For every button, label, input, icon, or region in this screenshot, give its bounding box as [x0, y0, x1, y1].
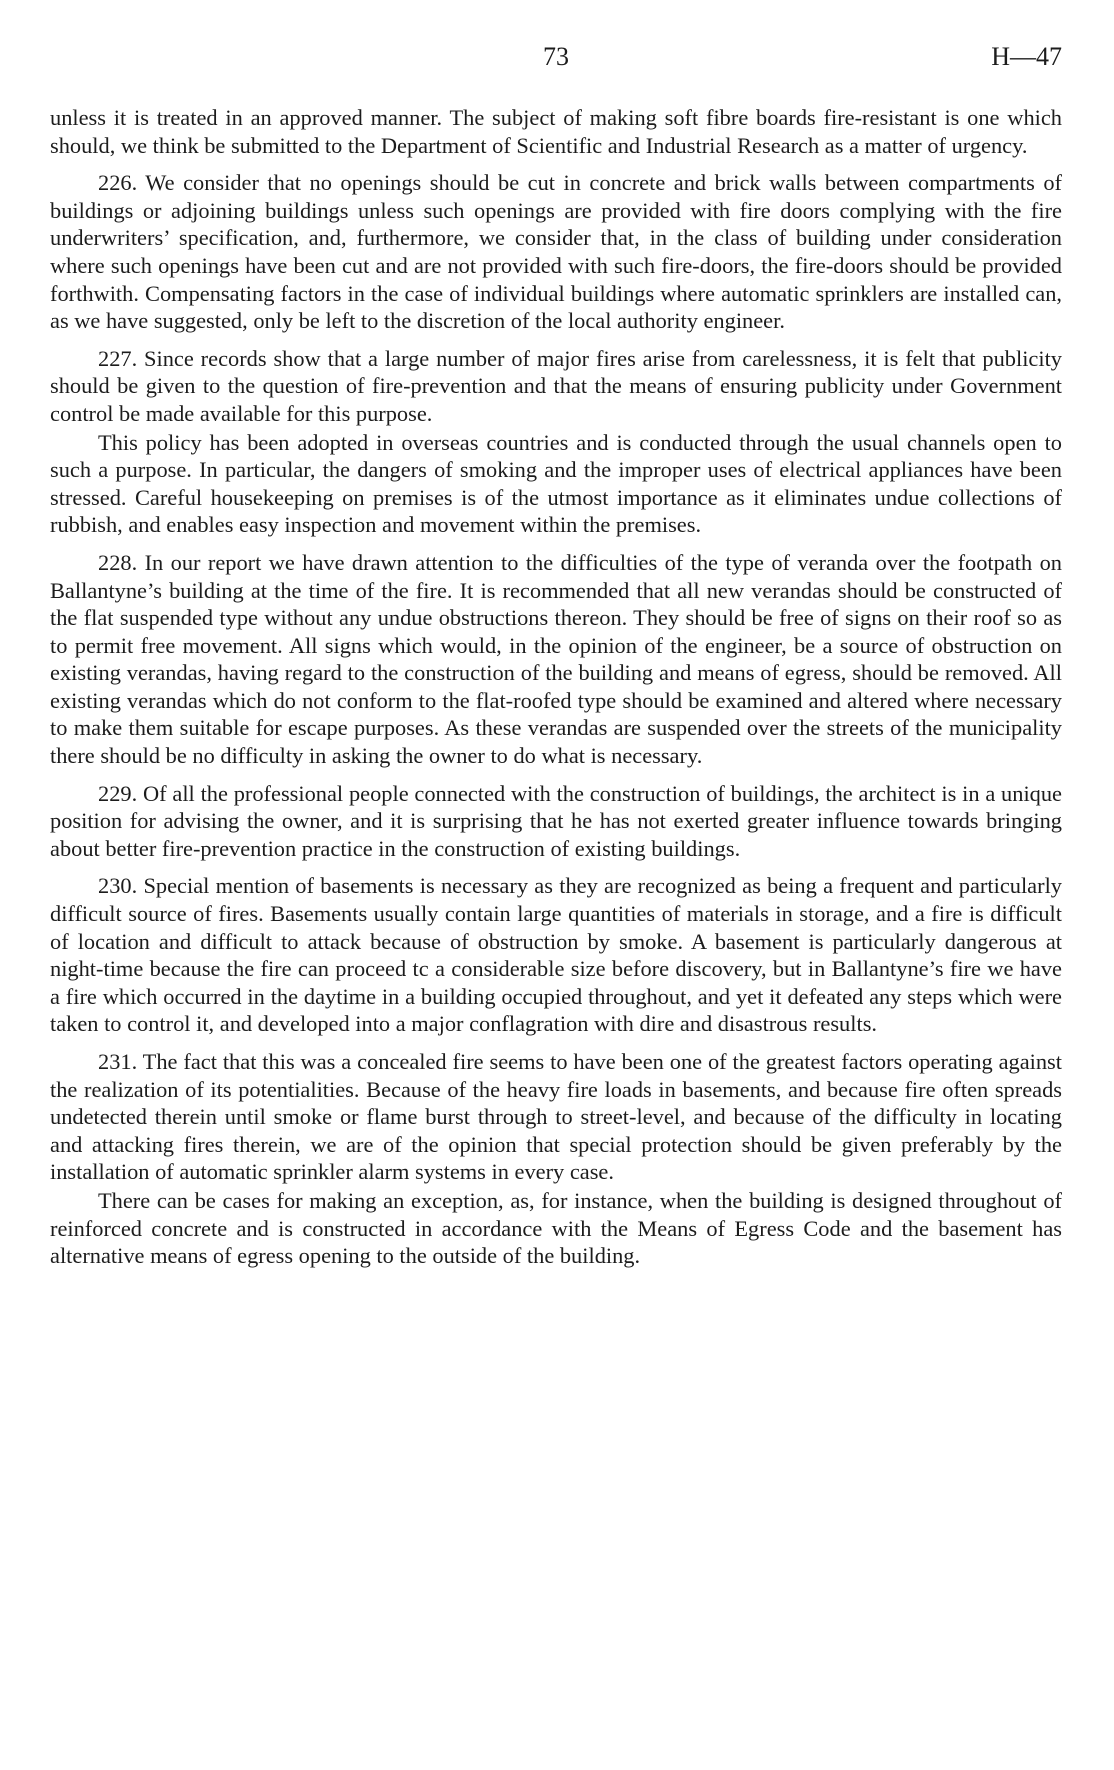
paragraph-226: 226. We consider that no openings should be cut in concrete and brick walls between compartments of buildings or adjoining buildings unless such openings are provided with fire doors complying with the fire underwriters’ specification, and, furthermore, we consider that, in the class of building under consideration where such openings have been cut and are not provided with such fire-doors, the fire-doors should be provided forthwith. Compensating factors in the case of individual buildings where automatic sprinklers are installed can, as we have suggested, only be left to the discretion of the local authority engineer.	[50, 170, 1062, 334]
paragraph-228: 228. In our report we have drawn attention to the difficulties of the type of veranda over the footpath on Ballantyne’s building at the time of the fire. It is recommended that all new verandas should be constructed of the flat suspended type without any undue obstructions thereon. They should be free of signs on their roof so as to permit free movement. All signs which would, in the opinion of the engineer, be a source of obstruction on existing verandas, having regard to the construction of the building and means of egress, should be removed. All existing verandas which do not conform to the flat-roofed type should be examined and altered where necessary to make them suitable for escape purposes. As these verandas are suspended over the streets of the municipality there should be no difficulty in asking the owner to do what is necessary.	[50, 549, 1062, 769]
document-page	[50, 40, 1062, 1280]
paragraph-231-continued: There can be cases for making an exception, as, for instance, when the building is designed throughout of reinforced concrete and is constructed in accordance with the Means of Egress Code and the basement has alternative means of egress opening to the outside of the building.	[50, 1187, 1062, 1269]
paragraph-229: 229. Of all the professional people connected with the construction of buildings, the architect is in a unique position for advising the owner, and it is surprising that he has not exerted greater influence towards bringing about better fire-prevention practice in the construction of existing buildings.	[50, 780, 1062, 861]
paragraph-231: 231. The fact that this was a concealed fire seems to have been one of the greatest factors operating against the realization of its potentialities. Because of the heavy fire loads in basements, and because fire often spreads undetected therein until smoke or flame burst through to street-level, and because of the difficulty in locating and attacking fires therein, we are of the opinion that special protection should be given preferably by the installation of automatic sprinkler alarm systems in every case.	[50, 1049, 1062, 1185]
paragraph-227: 227. Since records show that a large number of major fires arise from carelessness, it is felt that publicity should be given to the question of fire-prevention and that the means of ensuring publicity under Government control be made available for this purpose.	[50, 345, 1062, 426]
paragraph-230: 230. Special mention of basements is necessary as they are recognized as being a frequent and particularly difficult source of fires. Basements usually contain large quantities of materials in storage, and a fire is difficult of location and difficult to attack because of obstruction by smoke. A basement is particularly dangerous at night-time because the fire can proceed tc a considerable size before discovery, but in Ballantyne’s fire we have a fire which occurred in the daytime in a building occupied throughout, and yet it defeated any steps which were taken to control it, and developed into a major conflagration with dire and disastrous results.	[50, 873, 1062, 1037]
paragraph-227-continued: This policy has been adopted in overseas countries and is conducted through the usual channels open to such a purpose. In particular, the dangers of smoking and the improper uses of electrical appliances have been stressed. Careful housekeeping on premises is of the utmost importance as it eliminates undue collections of rubbish, and enables easy inspection and movement within the premises.	[50, 429, 1062, 538]
body-text	[50, 104, 1062, 1270]
document-reference: H—47	[991, 42, 1062, 71]
page-number: 73	[543, 42, 569, 71]
paragraph-continuation: unless it is treated in an approved manner. The subject of making soft fibre boards fire-resistant is one which should, we think be submitted to the Department of Scientific and Industrial Research as a matter of urgency.	[50, 105, 1062, 158]
page-header	[50, 40, 1062, 74]
